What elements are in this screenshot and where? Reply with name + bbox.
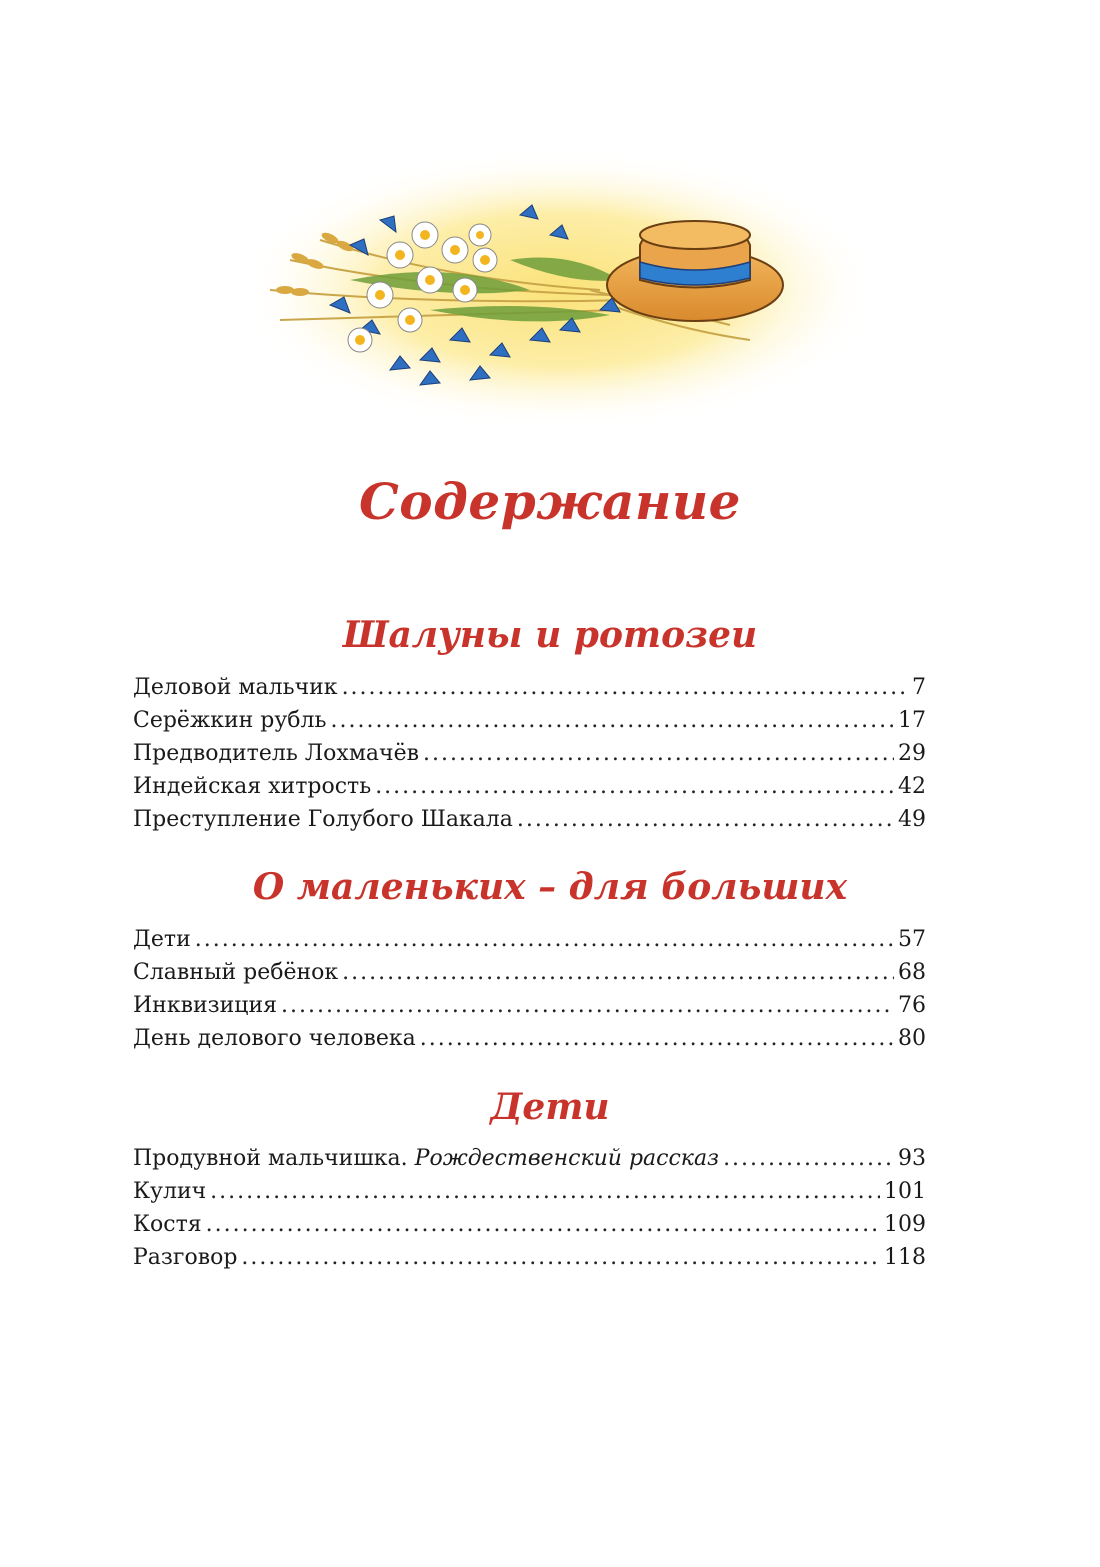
toc-entry[interactable]: [133, 807, 926, 840]
entry-page: 17: [898, 708, 926, 733]
toc-entry[interactable]: [133, 1146, 926, 1179]
toc-entry[interactable]: [133, 1179, 926, 1212]
dot-leader: [517, 807, 894, 832]
entry-page: 68: [898, 960, 926, 985]
toc-entry[interactable]: [133, 1026, 926, 1059]
dot-leader: [195, 927, 894, 952]
toc-entry[interactable]: [133, 774, 926, 807]
dot-leader: [420, 1026, 894, 1051]
entry-title: [133, 1146, 719, 1171]
section-title-3: Дети: [490, 1086, 610, 1128]
toc-entry[interactable]: [133, 675, 926, 708]
toc-entry[interactable]: [133, 1212, 926, 1245]
entry-page: 93: [898, 1146, 926, 1171]
dot-leader: [241, 1245, 880, 1270]
toc-section-2: [133, 927, 926, 1059]
entry-title: Костя: [133, 1212, 202, 1237]
dot-leader: [342, 675, 908, 700]
entry-title: Дети: [133, 927, 191, 952]
entry-page: 118: [884, 1245, 926, 1270]
entry-title: Деловой мальчик: [133, 675, 338, 700]
toc-entry[interactable]: [133, 993, 926, 1026]
section-title-2: О маленьких – для больших: [252, 866, 848, 908]
dot-leader: [206, 1212, 880, 1237]
entry-title: Славный ребёнок: [133, 960, 339, 985]
entry-title: Серёжкин рубль: [133, 708, 327, 733]
dot-leader: [210, 1179, 880, 1204]
toc-entry[interactable]: [133, 708, 926, 741]
header-illustration: [230, 140, 870, 440]
entry-page: 57: [898, 927, 926, 952]
entry-page: 80: [898, 1026, 926, 1051]
entry-title: Индейская хитрость: [133, 774, 372, 799]
entry-page: 101: [884, 1179, 926, 1204]
toc-entry[interactable]: [133, 960, 926, 993]
bouquet-and-hat-illustration: [230, 140, 870, 440]
dot-leader: [723, 1146, 894, 1171]
entry-page: 42: [898, 774, 926, 799]
entry-title-main: Продувной мальчишка.: [133, 1146, 408, 1171]
entry-title: Инквизиция: [133, 993, 277, 1018]
entry-page: 7: [912, 675, 926, 700]
dot-leader: [375, 774, 894, 799]
dot-leader: [281, 993, 894, 1018]
dot-leader: [423, 741, 894, 766]
toc-section-3: [133, 1146, 926, 1278]
toc-entry[interactable]: [133, 927, 926, 960]
section-title-1: Шалуны и ротозеи: [342, 614, 758, 656]
entry-title: День делового человека: [133, 1026, 416, 1051]
entry-subtitle: Рождественский рассказ: [414, 1146, 720, 1171]
entry-page: 49: [898, 807, 926, 832]
page-title: Содержание: [359, 472, 741, 531]
entry-page: 76: [898, 993, 926, 1018]
entry-page: 109: [884, 1212, 926, 1237]
entry-title: Разговор: [133, 1245, 238, 1270]
dot-leader: [331, 708, 895, 733]
dot-leader: [342, 960, 894, 985]
entry-page: 29: [898, 741, 926, 766]
toc-entry[interactable]: [133, 741, 926, 774]
entry-title: Предводитель Лохмачёв: [133, 741, 419, 766]
toc-entry[interactable]: [133, 1245, 926, 1278]
entry-title: Преступление Голубого Шакала: [133, 807, 513, 832]
entry-title: Кулич: [133, 1179, 207, 1204]
toc-section-1: [133, 675, 926, 840]
